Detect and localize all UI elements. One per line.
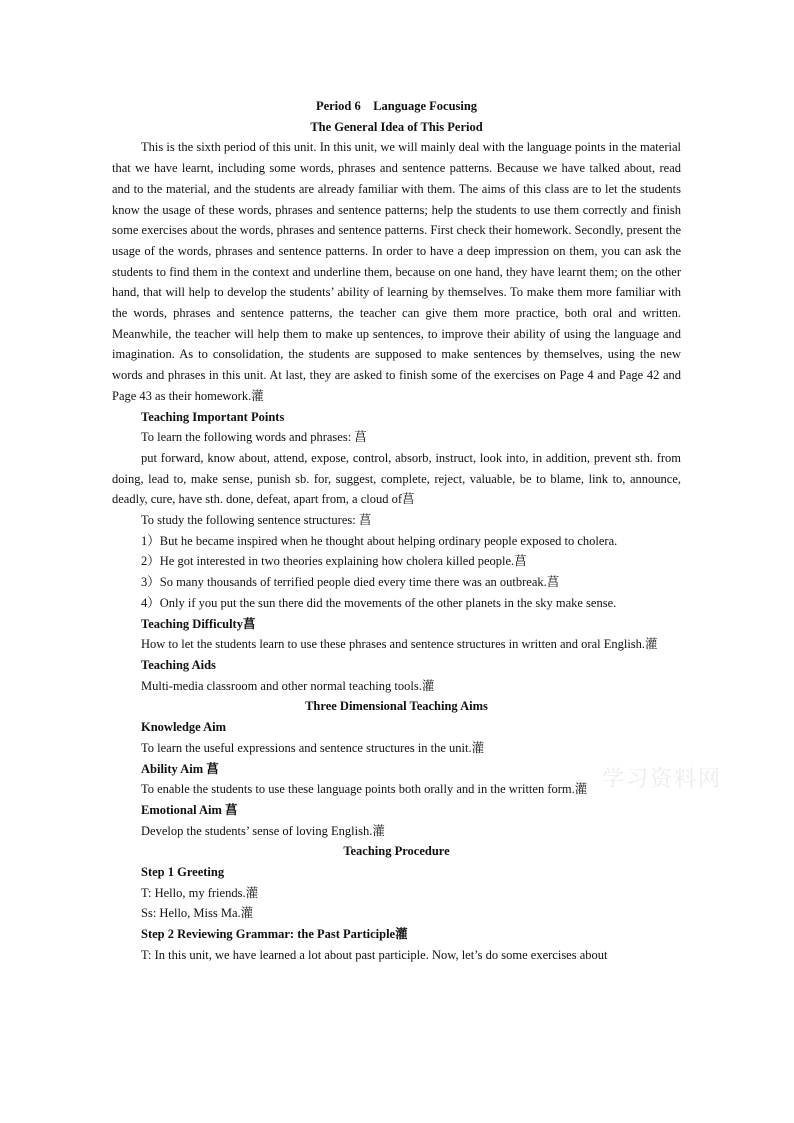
intro-paragraph: This is the sixth period of this unit. In this unit, we will mainly deal with the language points in the material that we have learnt, including some words, phrases and sentence patterns. Because we have talked about, read and to the material, and the students are already familiar with them. The aims of this class are to let the students know the usage of these words, phrases and sentence patterns; help the students to use them correctly and finish some exercises about the words, phrases and sentence patterns. First check their homework. Secondly, present the usage of the words, phrases and sentence patterns. In order to have a deep impression on them, you can ask the students to find them in the context and underline them, because on one hand, they have learnt them; on the other hand, that will help to develop the students’ ability of learning by themselves. To make them more familiar with the words, phrases and sentence patterns, the teacher can give them more practice, both oral and written. Meanwhile, the teacher will help them to make up sentences, to improve their ability of using the language and imagination. As to consolidation, the students are supposed to make sentences by themselves, using the new words and phrases in this unit. At last, they are asked to finish some of the exercises on Page 4 and Page 42 and Page 43 as their homework.灌 bbox=[112, 140, 681, 403]
step1-line-1: T: Hello, my friends.灌 bbox=[141, 885, 259, 900]
structure-item-2: 2）He got interested in two theories explaining how cholera killed people.菖 bbox=[141, 554, 527, 569]
structure-item-4: 4）Only if you put the sun there did the movements of the other planets in the sky make sense. bbox=[141, 595, 617, 610]
page-subtitle: The General Idea of This Period bbox=[310, 119, 483, 134]
document-page bbox=[112, 96, 681, 966]
aids-text: Multi-media classroom and other normal teaching tools.灌 bbox=[141, 678, 435, 693]
ability-aim-text: To enable the students to use these language points both orally and in the written form.灌 bbox=[141, 782, 588, 797]
important-points-heading: Teaching Important Points bbox=[141, 409, 285, 424]
ability-aim-heading: Ability Aim 菖 bbox=[141, 761, 219, 776]
emotional-aim-text: Develop the students’ sense of loving English.灌 bbox=[141, 823, 385, 838]
page-title: Period 6 Language Focusing bbox=[315, 99, 478, 113]
step1-line-2: Ss: Hello, Miss Ma.灌 bbox=[141, 906, 254, 921]
words-list: put forward, know about, attend, expose, control, absorb, instruct, look into, in addition, prevent sth. from doing, lead to, make sense, punish sb. for, suggest, complete, reject, valuable, be to blame, link to, announce, deadly, cure, have sth. done, defeat, apart from, a cloud of菖 bbox=[112, 450, 681, 507]
procedure-heading: Teaching Procedure bbox=[343, 844, 450, 859]
structure-item-3: 3）So many thousands of terrified people died every time there was an outbreak.菖 bbox=[141, 575, 560, 590]
structures-intro: To study the following sentence structures: 菖 bbox=[141, 513, 372, 528]
aims-heading: Three Dimensional Teaching Aims bbox=[305, 699, 488, 714]
difficulty-text: How to let the students learn to use these phrases and sentence structures in written and oral English.灌 bbox=[141, 637, 658, 652]
difficulty-heading: Teaching Difficulty菖 bbox=[141, 616, 256, 631]
step2-heading: Step 2 Reviewing Grammar: the Past Participle灌 bbox=[141, 927, 408, 942]
words-intro: To learn the following words and phrases: 菖 bbox=[141, 430, 367, 445]
knowledge-aim-heading: Knowledge Aim bbox=[141, 720, 227, 735]
watermark: 学习资料网 bbox=[602, 767, 723, 792]
step1-heading: Step 1 Greeting bbox=[141, 865, 225, 880]
knowledge-aim-text: To learn the useful expressions and sentence structures in the unit.灌 bbox=[141, 740, 485, 755]
structure-item-1: 1）But he became inspired when he thought about helping ordinary people exposed to cholera. bbox=[141, 533, 618, 548]
emotional-aim-heading: Emotional Aim 菖 bbox=[141, 802, 238, 817]
step2-text: T: In this unit, we have learned a lot about past participle. Now, let’s do some exercises about bbox=[141, 947, 608, 962]
aids-heading: Teaching Aids bbox=[141, 657, 216, 672]
